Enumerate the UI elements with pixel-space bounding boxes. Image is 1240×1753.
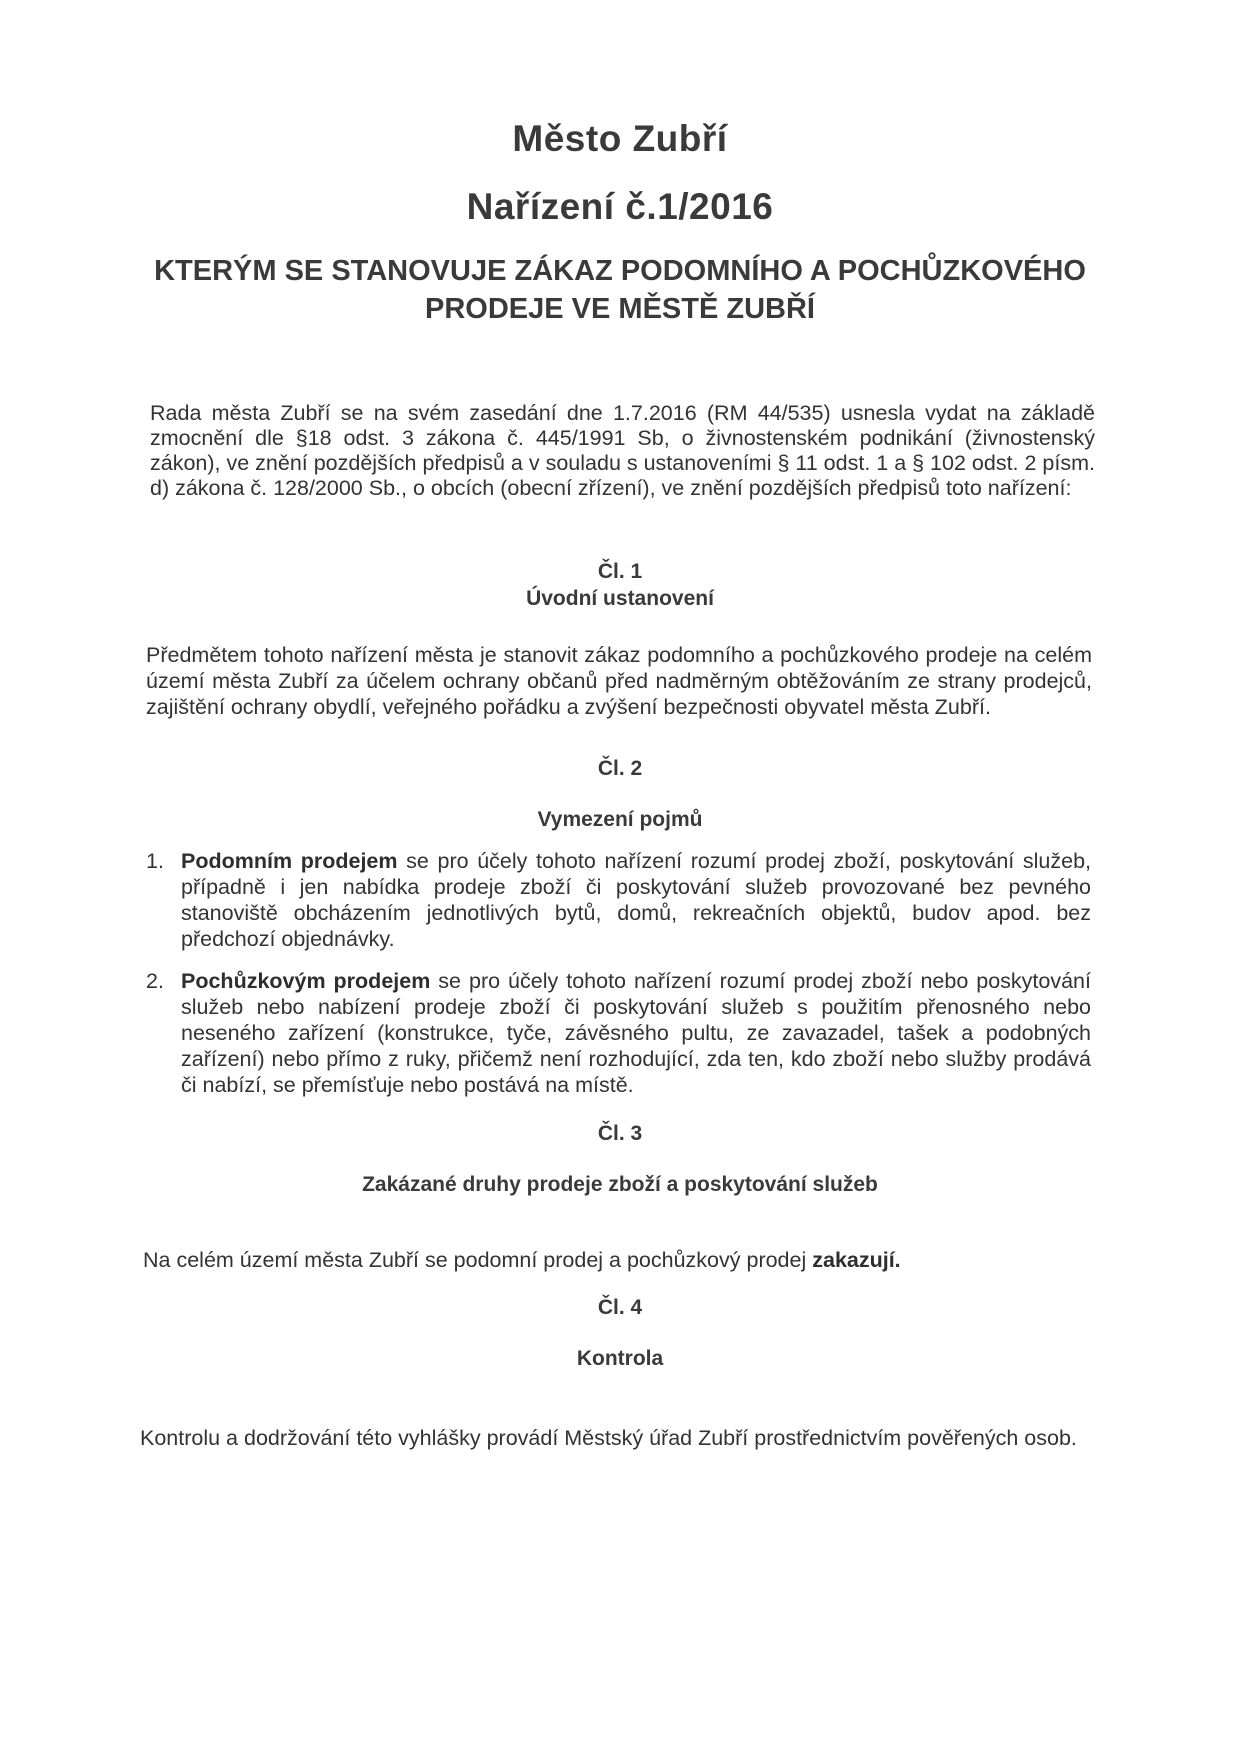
- definition-text: se pro účely tohoto nařízení rozumí prodej zboží nebo poskytování služeb nebo nabízení prodeje zboží či poskytování služeb s použitím přenosného nebo neseného zařízení (konstrukce, tyče, závěsného pultu, ze zavazadel, tašek a podobných zařízení) nebo přímo z ruky, přičemž není rozhodující, zda ten, kdo zboží nebo služby prodává či nabízí, se přemísťuje nebo postává na místě.: [181, 969, 1091, 1097]
- decree-title: [140, 252, 1100, 328]
- definition-number: 2.: [146, 969, 164, 993]
- article4-title: Kontrola: [576, 1347, 664, 1370]
- article3-number: Čl. 3: [597, 1122, 643, 1145]
- city-name: Město Zubří: [512, 118, 728, 159]
- article1-number: Čl. 1: [597, 560, 643, 583]
- decree-number: Nařízení č.1/2016: [466, 186, 774, 227]
- definition-term: Podomním prodejem: [181, 849, 398, 873]
- definition-body: [181, 848, 1091, 952]
- article1-title: Úvodní ustanovení: [526, 587, 714, 610]
- article3-text: [143, 1248, 1103, 1273]
- article1-text: Předmětem tohoto nařízení města je stanovit zákaz podomního a pochůzkového prodeje na celém území města Zubří za účelem ochrany občanů před nadměrným obtěžováním ze strany prodejců, zajištění ochrany obydlí, veřejného pořádku a zvýšení bezpečnosti obyvatel města Zubří.: [146, 643, 1092, 719]
- article2-number: Čl. 2: [597, 757, 643, 780]
- article3-text-main: Na celém území města Zubří se podomní prodej a pochůzkový prodej: [143, 1248, 813, 1272]
- article3-text-emphasis: zakazují.: [812, 1248, 901, 1272]
- intro-paragraph: Rada města Zubří se na svém zasedání dne 1.7.2016 (RM 44/535) usnesla vydat na základě zmocnění dle §18 odst. 3 zákona č. 445/1991 Sb, o živnostenském podnikání (živnostenský zákon), ve znění pozdějších předpisů a v souladu s ustanoveními § 11 odst. 1 a § 102 odst. 2 písm. d) zákona č. 128/2000 Sb., o obcích (obecní zřízení), ve znění pozdějších předpisů toto nařízení:: [150, 401, 1095, 500]
- article2-title: Vymezení pojmů: [537, 808, 703, 831]
- definition-number: 1.: [146, 849, 164, 873]
- definition-item: [146, 968, 1091, 1108]
- definition-text: se pro účely tohoto nařízení rozumí prodej zboží, poskytování služeb, případně i jen nabídka prodeje zboží či poskytování služeb provozované bez pevného stanoviště obcházením jednotlivých bytů, domů, rekreačních objektů, budov apod. bez předchozí objednávky.: [181, 849, 1092, 951]
- definition-term: Pochůzkovým prodejem: [181, 969, 431, 993]
- decree-title-line2: PRODEJE VE MĚSTĚ ZUBŘÍ: [425, 293, 815, 325]
- article3-title: Zakázané druhy prodeje zboží a poskytování služeb: [362, 1173, 878, 1196]
- definition-item: [146, 848, 1091, 958]
- article4-text: Kontrolu a dodržování této vyhlášky provádí Městský úřad Zubří prostřednictvím pověřených osob.: [140, 1426, 1077, 1450]
- article4-number: Čl. 4: [597, 1296, 643, 1319]
- decree-title-line1: KTERÝM SE STANOVUJE ZÁKAZ PODOMNÍHO A POCHŮZKOVÉHO: [154, 255, 1086, 287]
- definition-body: [181, 968, 1091, 1098]
